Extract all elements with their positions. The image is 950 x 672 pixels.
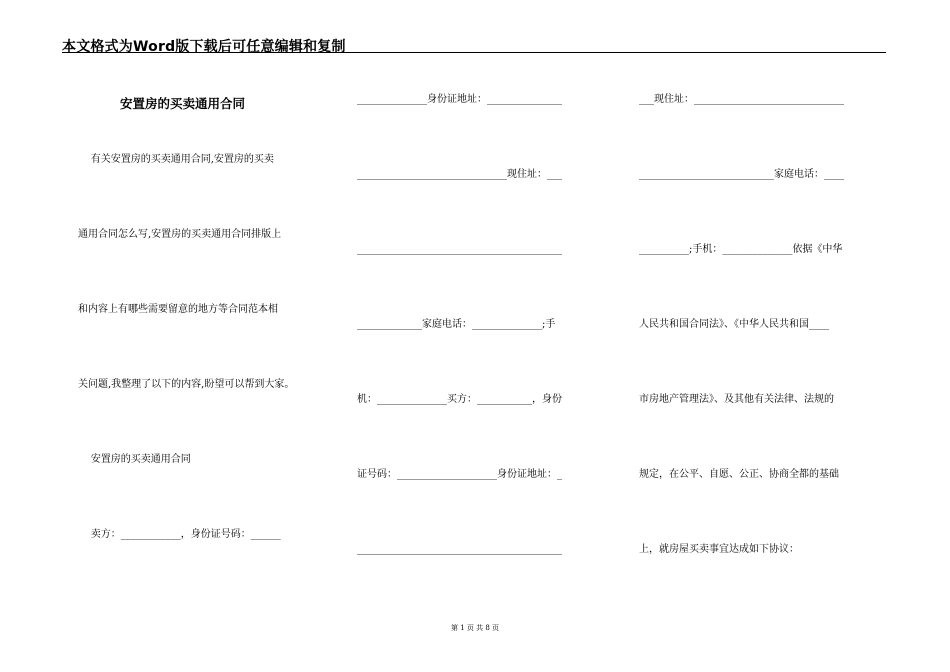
page-number: 第 1 页 共 8 页 (450, 624, 500, 632)
text-line: 关问题,我整理了以下的内容,盼望可以帮到大家。 (78, 379, 295, 390)
text-column-3 (639, 0, 887, 672)
text-line: 人民共和国合同法》、《中华人民共和国____ (639, 319, 829, 330)
text-line: 市房地产管理法》、及其他有关法律、法规的 (639, 394, 834, 405)
text-line: _________________________________________ (357, 244, 562, 255)
text-line: _____________家庭电话：______________;手 (357, 319, 556, 330)
text-line: 上，就房屋买卖事宜达成如下协议： (639, 544, 799, 555)
text-column-2 (357, 0, 605, 672)
header-title: 本文格式为Word版下载后可任意编辑和复制 (62, 39, 346, 55)
text-line: ______________身份证地址：_______________ (357, 94, 562, 105)
text-line: 通用合同怎么写,安置房的买卖通用合同排版上 (78, 229, 282, 240)
text-line: 安置房的买卖通用合同 (78, 454, 191, 465)
text-line: 机：______________买方：___________，身份 (357, 394, 562, 405)
text-line: 和内容上有哪些需要留意的地方等合同范本相 (78, 304, 278, 315)
text-line: ___________________________家庭电话：____ (639, 169, 844, 180)
text-line: 证号码：____________________身份证地址：_ (357, 469, 562, 480)
text-line: 规定，在公平、自愿、公正、协商全都的基础 (639, 469, 839, 480)
text-line: ___现住址：______________________________ (639, 94, 844, 105)
text-line: 卖方：____________，身份证号码：______ (78, 529, 281, 540)
text-line: ______________________________现住址：___ (357, 169, 562, 180)
text-line: __________;手机：______________依据《中华 (639, 244, 843, 255)
document-title: 安置房的买卖通用合同 (120, 96, 246, 111)
text-column-1 (78, 0, 328, 672)
text-line: 有关安置房的买卖通用合同,安置房的买卖 (78, 154, 274, 165)
text-line: _________________________________________ (357, 544, 562, 555)
